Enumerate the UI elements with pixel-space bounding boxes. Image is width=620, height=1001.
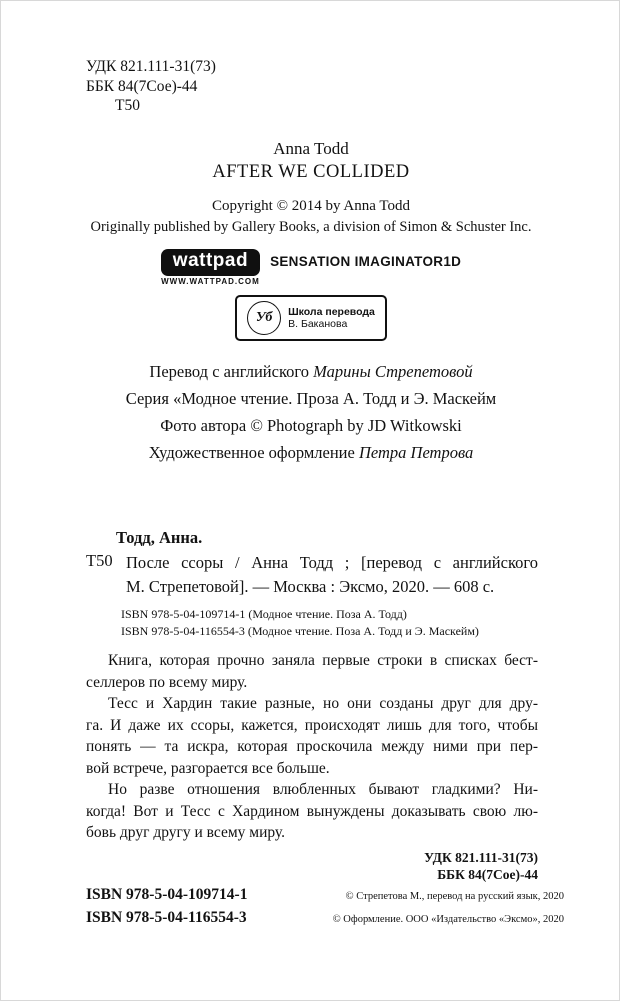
annotation-line: Тесс и Хардин такие разные, но они созданы друг для дру- — [108, 695, 538, 712]
footer-copyright1: © Стрепетова М., перевод на русский язык, 2020 — [345, 891, 564, 902]
catalog-isbn2: ISBN 978-5-04-116554-3 (Модное чтение. Поза А. Тодд и Э. Маскейм) — [121, 623, 479, 638]
design-credit — [1, 439, 620, 466]
footer-row — [86, 909, 564, 927]
book-title: AFTER WE COLLIDED — [212, 162, 410, 182]
catalog-entry-text — [126, 551, 538, 599]
designer-name: Петра Петрова — [358, 443, 474, 462]
photo-credit: Фото автора © Photograph by JD Witkowski — [160, 416, 462, 435]
footer-imprint — [86, 886, 564, 932]
annotation-line: понять — та искра, которая проскочила между ними при пер- — [86, 738, 538, 755]
catalog-bbk: ББК 84(7Сое)-44 — [437, 867, 538, 882]
catalog-entry — [86, 551, 538, 599]
catalog-isbn-block — [86, 606, 538, 639]
footer-isbn1: ISBN 978-5-04-109714-1 — [86, 886, 248, 903]
front-matter — [1, 139, 620, 466]
top-classification-codes — [86, 57, 216, 116]
bakanov-school-line2: В. Баканова — [288, 318, 348, 330]
translator-name: Марины Стрепетовой — [313, 362, 473, 381]
annotation-line: вой встрече, разгорается все больше. — [86, 759, 330, 777]
bakanov-school-label — [288, 306, 375, 331]
wattpad-logo-icon: wattpad — [161, 249, 260, 276]
catalog-card — [86, 528, 538, 884]
catalog-classification-codes — [86, 849, 538, 884]
bakanov-school-logo — [235, 295, 387, 341]
series-line: Серия «Модное чтение. Проза А. Тодд и Э. Маскейм — [125, 389, 497, 408]
annotation-line: га. И даже их ссоры, кажется, происходят лишь для того, чтобы — [86, 716, 538, 734]
design-credit-prefix: Художественное оформление — [148, 443, 359, 462]
catalog-entry-line2: М. Стрепетовой]. — Москва : Эксмо, 2020. — 608 с. — [126, 577, 495, 596]
original-publisher-line: Originally published by Gallery Books, a division of Simon & Schuster Inc. — [90, 219, 532, 235]
wattpad-logo-row — [1, 249, 620, 286]
wattpad-tagline: SENSATION IMAGINATOR1D — [270, 254, 462, 269]
footer-copyright2: © Оформление. ООО «Издательство «Эксмо», 2020 — [332, 914, 564, 925]
udk-code: УДК 821.111-31(73) — [86, 58, 216, 75]
annotation-line: Книга, которая прочно заняла первые строки в списках бест- — [108, 652, 538, 669]
wattpad-logo — [161, 249, 260, 286]
footer-isbn2: ISBN 978-5-04-116554-3 — [86, 909, 247, 926]
catalog-udk: УДК 821.111-31(73) — [424, 849, 538, 865]
catalog-entry-line1: После ссоры / Анна Тодд ; [перевод с английского — [126, 553, 538, 572]
bbk-code: ББК 84(7Сое)-44 — [86, 77, 198, 95]
annotation-line: когда! Вот и Тесс с Хардином вынуждены доказывать свою лю- — [86, 802, 538, 820]
bakanov-logo-row — [1, 295, 620, 341]
translation-credit-prefix: Перевод с английского — [149, 362, 314, 381]
footer-row — [86, 886, 564, 904]
credits-block — [1, 358, 620, 466]
annotation-line: бовь друг другу и всему миру. — [86, 824, 285, 841]
translation-credit — [1, 358, 620, 385]
bakanov-emblem-icon: Уб — [247, 301, 281, 335]
author-name: Anna Todd — [273, 139, 349, 158]
annotation-block — [86, 650, 538, 844]
annotation-line: селлеров по всему миру. — [86, 673, 248, 691]
annotation-line: Но разве отношения влюбленных бывают гладкими? Ни- — [108, 781, 538, 798]
book-code: Т50 — [115, 97, 140, 114]
wattpad-url: WWW.WATTPAD.COM — [161, 277, 260, 286]
catalog-isbn1: ISBN 978-5-04-109714-1 (Модное чтение. Поза А. Тодд) — [121, 607, 407, 621]
bakanov-school-line1: Школа перевода — [288, 305, 375, 318]
catalog-entry-code: Т50 — [86, 551, 113, 570]
copyright-line: Copyright © 2014 by Anna Todd — [212, 198, 410, 214]
catalog-author-heading: Тодд, Анна. — [116, 528, 203, 547]
